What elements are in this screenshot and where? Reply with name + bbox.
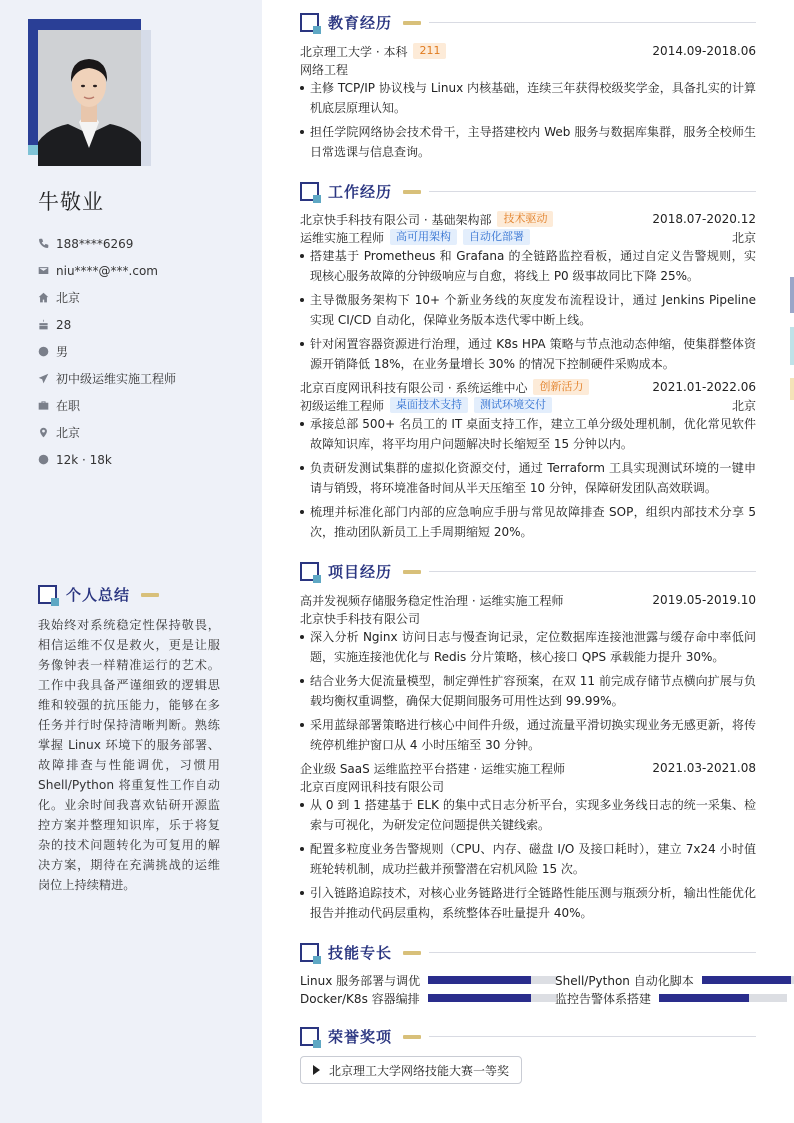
briefcase-icon <box>38 400 56 411</box>
list-item: 承接总部 500+ 名员工的 IT 桌面支持工作，建立工单分级处理机制，优化常见软件故障知识库，将平均用户问题解决时长缩短至 15 分钟以内。 <box>300 414 756 454</box>
info-gender <box>38 338 176 365</box>
section-accent-bar <box>403 21 421 25</box>
salary-value: 12k · 18k <box>56 452 112 467</box>
avatar <box>38 30 141 166</box>
section-accent-bar <box>141 593 159 597</box>
projects-title: 项目经历 <box>328 563 393 581</box>
section-accent-bar <box>403 1035 421 1039</box>
email-value: niu****@***.com <box>56 263 158 278</box>
home-icon <box>38 292 56 303</box>
project-date: 2021.03-2021.08 <box>652 761 756 775</box>
skills-title: 技能专长 <box>328 944 393 962</box>
job-skill-tag: 自动化部署 <box>463 229 530 245</box>
info-status <box>38 392 176 419</box>
projects-heading <box>300 561 756 582</box>
skill-bar-fill <box>428 994 532 1002</box>
money-icon <box>38 454 56 465</box>
project-header-row <box>300 759 756 777</box>
skill-bar-track <box>702 976 794 984</box>
education-row <box>300 42 756 60</box>
info-phone <box>38 230 176 257</box>
info-target-city <box>38 419 176 446</box>
skill-bar-fill <box>659 994 749 1002</box>
education-major-row <box>300 60 756 78</box>
awards-title: 荣誉奖项 <box>328 1028 393 1046</box>
list-item: 引入链路追踪技术，对核心业务链路进行全链路性能压测与瓶颈分析，输出性能优化报告并推动代码层重构，系统整体吞吐量提升 40%。 <box>300 883 756 923</box>
section-icon <box>300 182 319 201</box>
info-target-position <box>38 365 176 392</box>
list-item: 梳理并标准化部门内部的应急响应手册与常见故障排查 SOP，组织内部技术分享 5 次，推动团队新员工上手周期缩短 20%。 <box>300 502 756 542</box>
section-icon <box>38 585 57 604</box>
job-date: 2018.07-2020.12 <box>652 212 756 226</box>
education-title: 教育经历 <box>328 14 393 32</box>
list-item: 主修 TCP/IP 协议栈与 Linux 内核基础，连续三年获得校级奖学金，具备扎实的计算机底层原理认知。 <box>300 78 756 118</box>
age-value: 28 <box>56 317 72 332</box>
cake-icon <box>38 319 56 330</box>
job-header-row <box>300 378 756 396</box>
candidate-name: 牛敬业 <box>38 190 104 214</box>
list-item: 结合业务大促流量模型，制定弹性扩容预案，在双 11 前完成存储节点横向扩展与负载均衡权重调整，确保大促期间服务可用性达到 99.99%。 <box>300 671 756 711</box>
job-bullets <box>300 414 756 546</box>
list-item: 采用蓝绿部署策略进行核心中间件升级，通过流量平滑切换实现业务无感更新，将传统停机维护窗口从 4 小时压缩至 30 分钟。 <box>300 715 756 755</box>
list-item: 主导微服务架构下 10+ 个新业务线的灰度发布流程设计，通过 Jenkins Pipeline 实现 CI/CD 自动化，保障业务版本迭代零中断上线。 <box>300 290 756 330</box>
sidebar <box>0 0 262 1123</box>
section-icon <box>300 1027 319 1046</box>
award-item[interactable] <box>300 1056 522 1084</box>
section-icon <box>300 562 319 581</box>
edge-accent-mark <box>790 378 794 400</box>
project-bullets <box>300 627 756 759</box>
play-triangle-icon <box>313 1065 320 1075</box>
summary-title: 个人总结 <box>66 586 131 604</box>
job-role: 运维实施工程师 <box>300 230 385 245</box>
education-tag: 211 <box>413 43 446 59</box>
location-value: 北京 <box>56 291 81 305</box>
skill-name: Shell/Python 自动化脚本 <box>555 973 694 988</box>
education-major: 网络工程 <box>300 62 349 77</box>
skill-item <box>300 990 556 1006</box>
gender-value: 男 <box>56 345 69 359</box>
skill-bar-fill <box>702 976 791 984</box>
project-company-row <box>300 777 756 795</box>
skill-item <box>555 972 794 988</box>
job-date: 2021.01-2022.06 <box>652 380 756 394</box>
send-icon <box>38 373 56 384</box>
job-skill-tag: 高可用架构 <box>390 229 457 245</box>
section-icon <box>300 943 319 962</box>
photo-corner-accent <box>28 145 38 155</box>
list-item: 配置多粒度业务告警规则（CPU、内存、磁盘 I/O 及接口耗时），建立 7x24 小时值班轮转机制，成功拦截并预警潜在宕机风险 15 次。 <box>300 839 756 879</box>
skill-bar-track <box>428 976 556 984</box>
section-divider <box>429 22 756 23</box>
project-name: 企业级 SaaS 运维监控平台搭建 · 运维实施工程师 <box>300 761 566 776</box>
project-date: 2019.05-2019.10 <box>652 593 756 607</box>
status-value: 在职 <box>56 399 81 413</box>
skill-item <box>300 972 556 988</box>
section-accent-bar <box>403 190 421 194</box>
info-age <box>38 311 176 338</box>
section-accent-bar <box>403 570 421 574</box>
list-item: 深入分析 Nginx 访问日志与慢查询记录，定位数据库连接池泄露与缓存命中率低问题，实施连接池优化与 Redis 分片策略，核心接口 QPS 承载能力提升 30%。 <box>300 627 756 667</box>
mail-icon <box>38 265 56 276</box>
job-bullets <box>300 246 756 378</box>
edge-accent-mark <box>790 277 794 313</box>
project-name: 高并发视频存储服务稳定性治理 · 运维实施工程师 <box>300 593 564 608</box>
list-item: 从 0 到 1 搭建基于 ELK 的集中式日志分析平台，实现多业务线日志的统一采集、检索与可视化，为研发定位问题提供关键线索。 <box>300 795 756 835</box>
job-skill-tag: 测试环境交付 <box>474 397 552 413</box>
skills-heading <box>300 942 756 963</box>
skill-name: Linux 服务部署与调优 <box>300 973 421 988</box>
section-divider <box>429 1036 756 1037</box>
info-salary <box>38 446 176 473</box>
phone-value: 188****6269 <box>56 236 134 251</box>
user-face-icon <box>38 346 56 357</box>
section-divider <box>429 191 756 192</box>
job-city: 北京 <box>731 398 756 413</box>
skill-item <box>555 990 787 1006</box>
skill-bar-track <box>428 994 556 1002</box>
list-item: 负责研发测试集群的虚拟化资源交付，通过 Terraform 工具实现测试环境的一键申请与销毁，将环境准备时间从半天压缩至 10 分钟，保障研发团队高效联调。 <box>300 458 756 498</box>
education-school: 北京理工大学 · 本科 <box>300 44 408 59</box>
skill-name: 监控告警体系搭建 <box>555 991 652 1006</box>
list-item: 担任学院网络协会技术骨干，主导搭建校内 Web 服务与数据库集群，服务全校师生日常选课与信息查询。 <box>300 122 756 162</box>
job-header-row <box>300 210 756 228</box>
job-role: 初级运维工程师 <box>300 398 385 413</box>
education-date: 2014.09-2018.06 <box>652 44 756 58</box>
summary-heading <box>38 584 159 605</box>
section-divider <box>429 952 756 953</box>
job-role-row <box>300 396 756 414</box>
section-accent-bar <box>403 951 421 955</box>
section-divider <box>429 571 756 572</box>
job-company: 北京快手科技有限公司 · 基础架构部 <box>300 212 492 227</box>
list-item: 搭建基于 Prometheus 和 Grafana 的全链路监控看板，通过自定义告警规则，实现核心服务故障的分钟级响应与自愈，将线上 P0 级事故同比下降 25%。 <box>300 246 756 286</box>
contact-info-list <box>38 230 176 473</box>
job-city: 北京 <box>731 230 756 245</box>
project-company: 北京快手科技有限公司 <box>300 611 421 626</box>
target-position-value: 初中级运维实施工程师 <box>56 372 177 386</box>
work-title: 工作经历 <box>328 183 393 201</box>
info-email <box>38 257 176 284</box>
summary-text: 我始终对系统稳定性保持敬畏，相信运维不仅是救火，更是让服务像钟表一样精准运行的艺术。工作中我具备严谨细致的逻辑思维和较强的抗压能力，能够在多任务并行时保持清晰判断。熟练掌握 Linux 环境下的服务部署、故障排查与性能调优，习惯用 Shell/Python 将重复性工作自动化。业余时间我喜欢钻研开源监控方案并整理知识库，乐于将复杂的技术问题转化为可复用的解决方案，期待在充满挑战的运维岗位上持续精进。 <box>38 618 220 892</box>
job-company-tag: 创新活力 <box>533 379 589 395</box>
edge-accent-mark <box>790 327 794 365</box>
info-location <box>38 284 176 311</box>
job-role-row <box>300 228 756 246</box>
awards-heading <box>300 1026 756 1047</box>
skill-name: Docker/K8s 容器编排 <box>300 991 420 1006</box>
skill-bar-track <box>659 994 787 1002</box>
work-heading <box>300 181 756 202</box>
award-label: 北京理工大学网络技能大赛一等奖 <box>329 1063 510 1078</box>
section-icon <box>300 13 319 32</box>
target-city-value: 北京 <box>56 426 81 440</box>
job-company: 北京百度网讯科技有限公司 · 系统运维中心 <box>300 380 528 395</box>
list-item: 针对闲置容器资源进行治理，通过 K8s HPA 策略与节点池动态伸缩，使集群整体资源开销降低 18%，在业务量增长 30% 的情况下控制硬件采购成本。 <box>300 334 756 374</box>
job-company-tag: 技术驱动 <box>497 211 553 227</box>
phone-icon <box>38 238 56 249</box>
education-heading <box>300 12 756 33</box>
education-bullets <box>300 78 756 166</box>
job-skill-tag: 桌面技术支持 <box>390 397 468 413</box>
project-header-row <box>300 591 756 609</box>
project-bullets <box>300 795 756 927</box>
project-company: 北京百度网讯科技有限公司 <box>300 779 445 794</box>
project-company-row <box>300 609 756 627</box>
skill-bar-fill <box>428 976 530 984</box>
map-pin-icon <box>38 427 56 438</box>
